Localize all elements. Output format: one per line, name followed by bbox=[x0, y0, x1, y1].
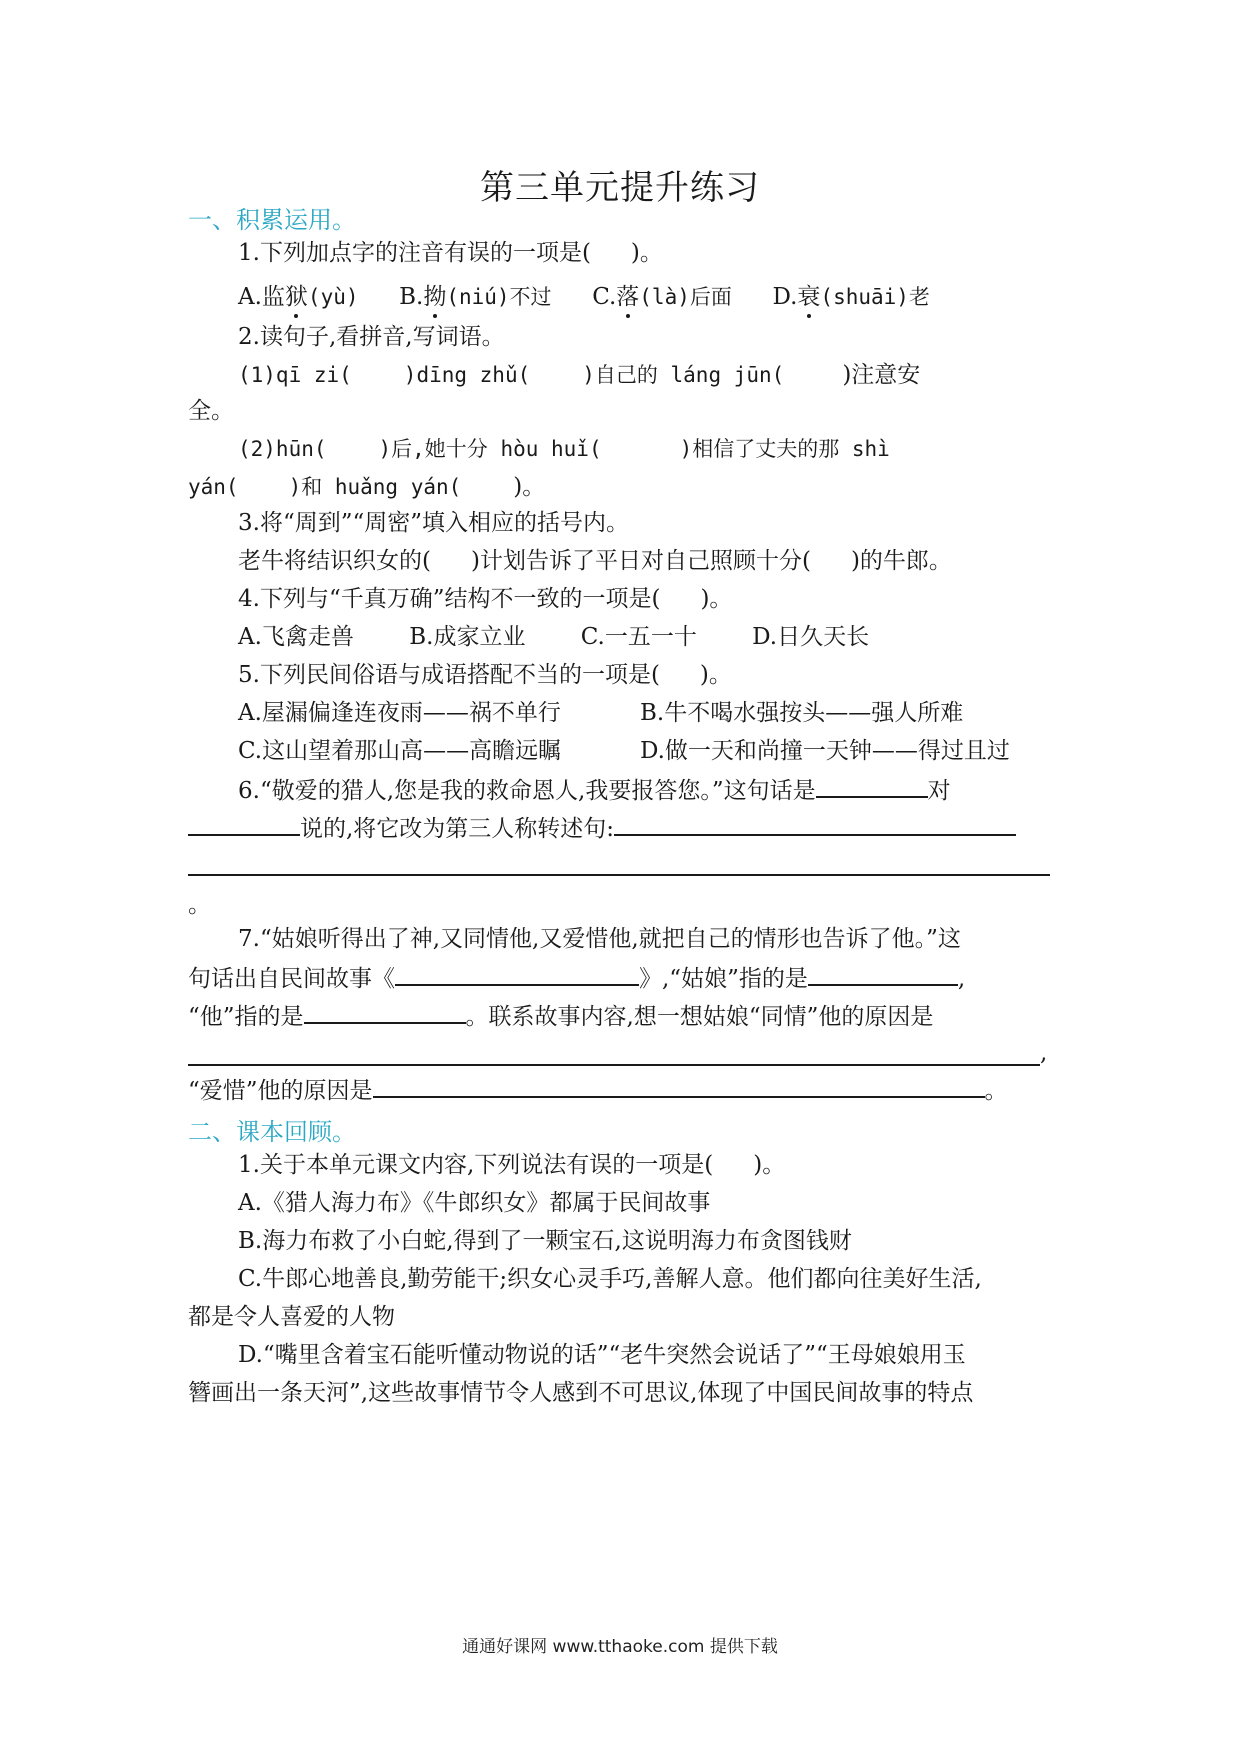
question-5-option-d: D.做一天和尚撞一天钟——得过且过 bbox=[640, 738, 1010, 764]
answer-blank[interactable] bbox=[614, 812, 1016, 836]
answer-blank[interactable] bbox=[188, 812, 300, 836]
question-7-line-5: “爱惜”他的原因是 。 bbox=[188, 1074, 1008, 1106]
option-c: C.一五一十 bbox=[580, 624, 697, 650]
review-option-c-cont: 都是令人喜爱的人物 bbox=[188, 1304, 395, 1330]
option-d: D.日久天长 bbox=[752, 624, 870, 650]
question-7-line-2: 句话出自民间故事《 》,“姑娘”指的是 , bbox=[188, 962, 965, 994]
option-c: C.落(là)后面 bbox=[592, 284, 732, 310]
answer-blank[interactable] bbox=[304, 1000, 466, 1024]
question-2-part-1-cont: 全。 bbox=[188, 398, 234, 424]
option-a: A.监狱(yù) bbox=[238, 284, 359, 310]
question-5-option-c: C.这山望着那山高——高瞻远瞩 bbox=[238, 738, 562, 764]
question-3-stem: 3.将“周到”“周密”填入相应的括号内。 bbox=[238, 510, 629, 536]
answer-blank[interactable] bbox=[395, 962, 639, 986]
answer-blank[interactable] bbox=[816, 774, 928, 798]
section-heading-1: 一、积累运用。 bbox=[188, 206, 356, 234]
answer-line[interactable] bbox=[188, 1064, 1040, 1066]
option-a: A.飞禽走兽 bbox=[238, 624, 354, 650]
question-6-line-2: 说的,将它改为第三人称转述句: bbox=[188, 812, 1016, 844]
question-2-part-2: (2)hūn( )后,她十分 hòu huǐ( )相信了丈夫的那 shì bbox=[238, 437, 890, 461]
question-6-stem: 6.“敬爱的猎人,您是我的救命恩人,我要报答您。”这句话是 对 bbox=[238, 774, 951, 806]
question-3-sentence: 老牛将结识织女的( )计划告诉了平日对自己照顾十分( )的牛郎。 bbox=[238, 548, 952, 574]
answer-blank[interactable] bbox=[808, 962, 958, 986]
option-d: D.衰(shuāi)老 bbox=[772, 284, 930, 310]
question-7-line-4-end: , bbox=[1040, 1040, 1048, 1066]
review-option-a: A.《猎人海力布》《牛郎织女》都属于民间故事 bbox=[238, 1190, 711, 1216]
question-1-stem: 1.下列加点字的注音有误的一项是( )。 bbox=[238, 240, 663, 266]
review-option-d: D.“嘴里含着宝石能听懂动物说的话”“老牛突然会说话了”“王母娘娘用玉 bbox=[238, 1342, 966, 1368]
question-2-stem: 2.读句子,看拼音,写词语。 bbox=[238, 324, 505, 350]
review-option-b: B.海力布救了小白蛇,得到了一颗宝石,这说明海力布贪图钱财 bbox=[238, 1228, 852, 1254]
answer-line[interactable] bbox=[188, 874, 1050, 876]
answer-blank[interactable] bbox=[373, 1074, 985, 1098]
question-4-stem: 4.下列与“千真万确”结构不一致的一项是( )。 bbox=[238, 586, 733, 612]
question-6-end: 。 bbox=[188, 892, 211, 918]
question-2-part-1: (1)qī zi( )dīng zhǔ( )自己的 láng jūn( )注意安 bbox=[238, 362, 921, 388]
review-question-1-stem: 1.关于本单元课文内容,下列说法有误的一项是( )。 bbox=[238, 1152, 786, 1178]
question-7-line-3: “他”指的是 。联系故事内容,想一想姑娘“同情”他的原因是 bbox=[188, 1000, 933, 1032]
review-option-d-cont: 簪画出一条天河”,这些故事情节令人感到不可思议,体现了中国民间故事的特点 bbox=[188, 1380, 974, 1406]
question-2-part-2-cont: yán( )和 huǎng yán( )。 bbox=[188, 474, 546, 500]
question-5-option-b: B.牛不喝水强按头——强人所难 bbox=[640, 700, 964, 726]
option-b: B.拗(niú)不过 bbox=[399, 284, 552, 310]
option-b: B.成家立业 bbox=[409, 624, 526, 650]
page-title: 第三单元提升练习 bbox=[480, 168, 760, 208]
question-7-line-1: 7.“姑娘听得出了神,又同情他,又爱惜他,就把自己的情形也告诉了他。”这 bbox=[238, 926, 961, 952]
question-5-stem: 5.下列民间俗语与成语搭配不当的一项是( )。 bbox=[238, 662, 732, 688]
question-1-options bbox=[238, 282, 930, 312]
question-5-option-a: A.屋漏偏逢连夜雨——祸不单行 bbox=[238, 700, 561, 726]
section-heading-2: 二、课本回顾。 bbox=[188, 1118, 356, 1146]
footer-credit: 通通好课网 www.tthaoke.com 提供下载 bbox=[462, 1637, 778, 1657]
question-4-options bbox=[238, 622, 869, 652]
review-option-c: C.牛郎心地善良,勤劳能干;织女心灵手巧,善解人意。他们都向往美好生活, bbox=[238, 1266, 982, 1292]
